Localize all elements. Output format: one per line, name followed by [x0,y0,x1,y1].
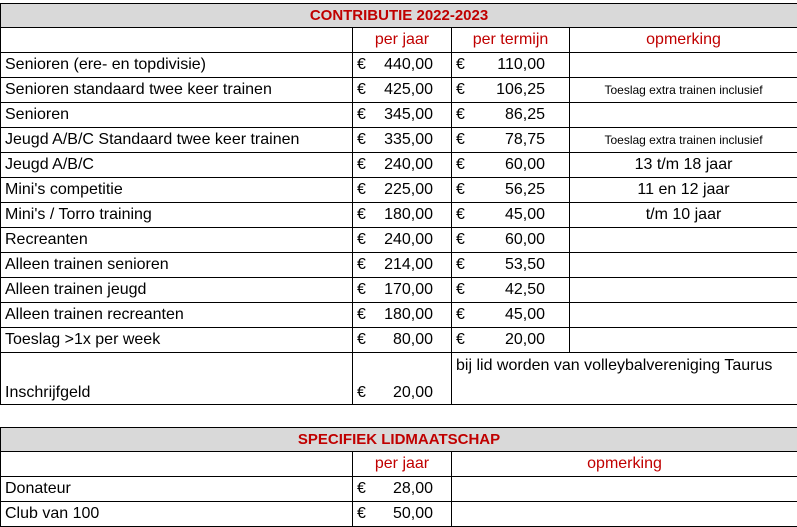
currency-symbol: € [357,256,366,273]
row-per-termijn [452,78,570,103]
amount: 50,00 [392,505,433,522]
amount: 214,00 [384,256,433,273]
currency-symbol: € [456,231,465,248]
amount: 106,25 [496,81,545,98]
row-per-jaar [353,353,452,405]
amount: 53,50 [504,256,545,273]
row-per-termijn [452,228,570,253]
amount: 170,00 [384,281,433,298]
currency-symbol: € [456,256,465,273]
row-name: Alleen trainen recreanten [1,303,353,328]
table-row [1,153,797,178]
table-row [1,477,797,502]
row-per-termijn [452,278,570,303]
amount: 42,50 [504,281,545,298]
table-row [1,278,797,303]
row-name: Mini's / Torro training [1,203,353,228]
amount: 28,00 [392,480,433,497]
amount: 60,00 [504,156,545,173]
row-per-jaar [353,278,452,303]
header-empty [1,28,353,53]
row-per-termijn [452,253,570,278]
header-empty [1,452,353,477]
amount: 20,00 [504,331,545,348]
header-opmerking: opmerking [452,452,797,477]
table-row-inschrijfgeld [1,353,797,405]
table-row [1,178,797,203]
currency-symbol: € [456,106,465,123]
amount: 110,00 [497,56,545,73]
currency-symbol: € [357,331,366,348]
table-row [1,78,797,103]
row-per-jaar [353,477,452,502]
row-name: Alleen trainen senioren [1,253,353,278]
table-row [1,228,797,253]
header-opmerking: opmerking [570,28,797,53]
amount: 80,00 [392,331,433,348]
currency-symbol: € [456,281,465,298]
row-note [452,477,797,502]
specifiek-title: SPECIFIEK LIDMAATSCHAP [1,428,797,452]
row-per-termijn [452,128,570,153]
amount: 45,00 [504,306,545,323]
table-row [1,502,797,527]
row-note: t/m 10 jaar [570,203,797,228]
row-note: 13 t/m 18 jaar [570,153,797,178]
currency-symbol: € [456,131,465,148]
row-per-termijn [452,178,570,203]
amount: 20,00 [392,384,433,401]
row-per-jaar [353,203,452,228]
table-row [1,303,797,328]
currency-symbol: € [456,181,465,198]
row-note [570,253,797,278]
row-note [570,278,797,303]
currency-symbol: € [357,480,366,497]
amount: 180,00 [384,206,433,223]
currency-symbol: € [357,206,366,223]
currency-symbol: € [456,56,465,73]
row-note: bij lid worden van volleybalvereniging Taurus [452,353,797,405]
row-per-jaar [353,178,452,203]
currency-symbol: € [456,81,465,98]
row-note: Toeslag extra trainen inclusief [570,128,797,153]
currency-symbol: € [357,81,366,98]
row-per-jaar [353,303,452,328]
row-name: Jeugd A/B/C Standaard twee keer trainen [1,128,353,153]
currency-symbol: € [357,181,366,198]
amount: 240,00 [384,231,433,248]
amount: 45,00 [504,206,545,223]
row-name: Toeslag >1x per week [1,328,353,353]
amount: 335,00 [384,131,433,148]
row-per-jaar [353,103,452,128]
header-per-termijn: per termijn [452,28,570,53]
row-per-jaar [353,53,452,78]
row-per-jaar [353,228,452,253]
currency-symbol: € [357,306,366,323]
row-per-jaar [353,253,452,278]
row-per-termijn [452,203,570,228]
row-per-termijn [452,103,570,128]
amount: 78,75 [504,131,545,148]
header-per-jaar: per jaar [353,28,452,53]
row-name: Alleen trainen jeugd [1,278,353,303]
row-per-termijn [452,328,570,353]
currency-symbol: € [357,56,366,73]
amount: 225,00 [384,181,433,198]
row-note [452,502,797,527]
row-per-termijn [452,303,570,328]
contributie-table [0,3,797,405]
row-note [570,228,797,253]
currency-symbol: € [357,131,366,148]
amount: 425,00 [384,81,433,98]
row-name: Jeugd A/B/C [1,153,353,178]
row-per-termijn [452,153,570,178]
row-name: Senioren standaard twee keer trainen [1,78,353,103]
row-name: Club van 100 [1,502,353,527]
specifiek-table [0,427,797,527]
currency-symbol: € [456,156,465,173]
table-row [1,328,797,353]
row-per-jaar [353,153,452,178]
header-per-jaar: per jaar [353,452,452,477]
row-name: Senioren (ere- en topdivisie) [1,53,353,78]
amount: 240,00 [384,156,433,173]
row-name: Recreanten [1,228,353,253]
table-row [1,103,797,128]
amount: 56,25 [504,181,545,198]
currency-symbol: € [357,384,366,401]
row-name: Senioren [1,103,353,128]
row-note: Toeslag extra trainen inclusief [570,78,797,103]
amount: 180,00 [384,306,433,323]
row-per-jaar [353,502,452,527]
row-per-jaar [353,328,452,353]
currency-symbol: € [357,505,366,522]
currency-symbol: € [357,156,366,173]
table-row [1,203,797,228]
currency-symbol: € [357,281,366,298]
row-note [570,303,797,328]
currency-symbol: € [456,206,465,223]
row-note [570,328,797,353]
row-name: Donateur [1,477,353,502]
table-row [1,53,797,78]
table-row [1,128,797,153]
currency-symbol: € [456,331,465,348]
row-note [570,53,797,78]
amount: 86,25 [504,106,545,123]
row-note [570,103,797,128]
currency-symbol: € [456,306,465,323]
table-row [1,253,797,278]
amount: 60,00 [504,231,545,248]
row-per-jaar [353,78,452,103]
row-name: Mini's competitie [1,178,353,203]
row-per-jaar [353,128,452,153]
amount: 345,00 [384,106,433,123]
currency-symbol: € [357,231,366,248]
currency-symbol: € [357,106,366,123]
amount: 440,00 [384,56,433,73]
row-per-termijn [452,53,570,78]
row-name: Inschrijfgeld [1,353,353,405]
contributie-title: CONTRIBUTIE 2022-2023 [1,4,797,28]
row-note: 11 en 12 jaar [570,178,797,203]
